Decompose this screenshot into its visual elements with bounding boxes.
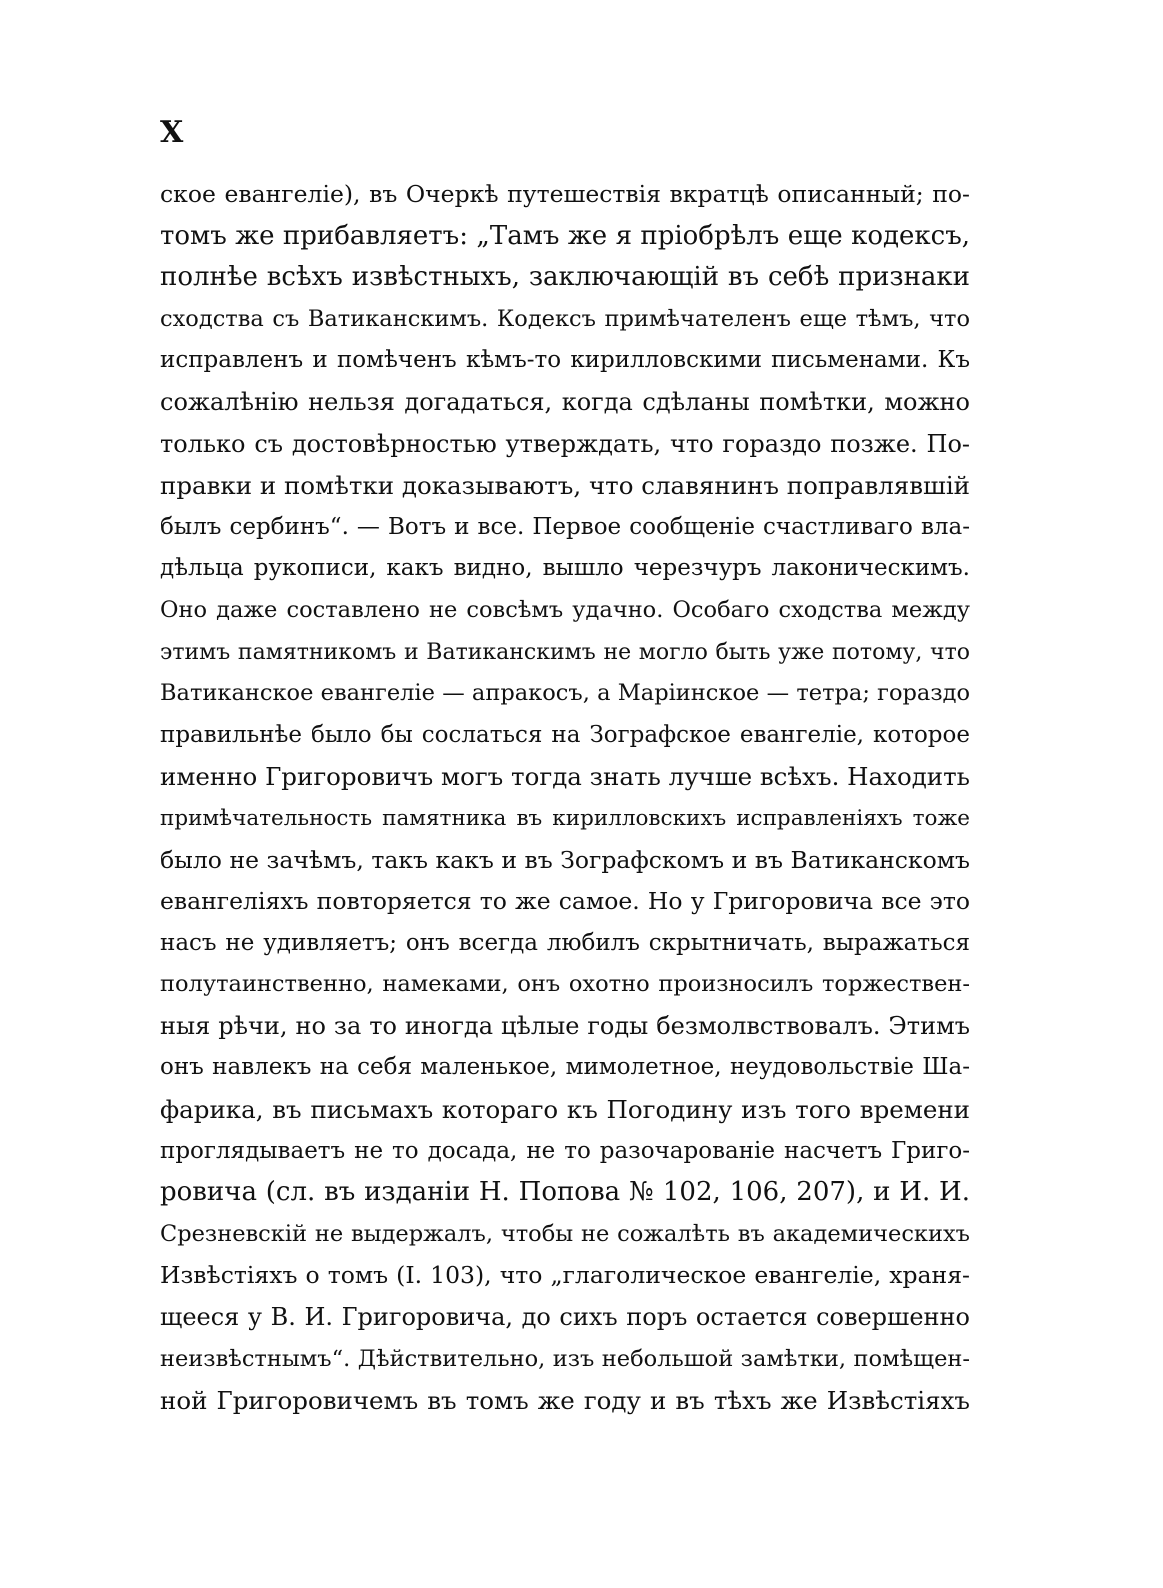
text-line: Оно даже составлено не совсѣмъ удачно. Особаго сходства между (160, 596, 970, 623)
text-line: правки и помѣтки доказываютъ, что славянинъ поправлявшій (160, 471, 970, 501)
page-number: X (160, 115, 184, 150)
text-line: ныя рѣчи, но за то иногда цѣлые годы безмолвствовалъ. Этимъ (160, 1011, 970, 1040)
text-line: неизвѣстнымъ“. Дѣйствительно, изъ небольшой замѣтки, помѣщен- (160, 1345, 970, 1372)
body-text (160, 174, 970, 1422)
text-line: Срезневскій не выдержалъ, чтобы не сожалѣть въ академическихъ (160, 1220, 970, 1247)
text-line: этимъ памятникомъ и Ватиканскимъ не могло быть уже потому, что (160, 639, 970, 665)
text-line: именно Григоровичъ могъ тогда знать лучше всѣхъ. Находить (160, 762, 970, 792)
text-line: насъ не удивляетъ; онъ всегда любилъ скрытничать, выражаться (160, 929, 970, 956)
text-line: полнѣе всѣхъ извѣстныхъ, заключающій въ себѣ признаки (160, 262, 970, 293)
text-line: Извѣстіяхъ о томъ (I. 103), что „глаголическое евангеліе, храня- (160, 1261, 970, 1290)
text-line: былъ сербинъ“. — Вотъ и все. Первое сообщеніе счастливаго вла- (160, 513, 970, 540)
text-line: проглядываетъ не то досада, не то разочарованіе насчетъ Григо- (160, 1137, 970, 1164)
text-line: евангеліяхъ повторяется то же самое. Но у Григоровича все это (160, 887, 970, 916)
text-line: щееся у В. И. Григоровича, до сихъ поръ остается совершенно (160, 1303, 970, 1332)
text-line: было не зачѣмъ, такъ какъ и въ Зографскомъ и въ Ватиканскомъ (160, 845, 970, 874)
text-line: сходства съ Ватиканскимъ. Кодексъ примѣчателенъ еще тѣмъ, что (160, 305, 970, 332)
text-line: только съ достовѣрностью утверждать, что гораздо позже. По- (160, 429, 970, 458)
text-line: сожалѣнію нельзя догадаться, когда сдѣланы помѣтки, можно (160, 387, 970, 416)
text-line: фарика, въ письмахъ котораго къ Погодину изъ того времени (160, 1095, 970, 1125)
text-line: ское евангеліе), въ Очеркѣ путешествія вкратцѣ описанный; по- (160, 180, 970, 208)
text-line: примѣчательность памятника въ кирилловскихъ исправленіяхъ тоже (160, 805, 970, 831)
text-line: ной Григоровичемъ въ томъ же году и въ тѣхъ же Извѣстіяхъ (160, 1386, 970, 1416)
text-line: ровича (сл. въ изданіи Н. Попова № 102, 106, 207), и И. И. (160, 1177, 970, 1208)
text-line: дѣльца рукописи, какъ видно, вышло черезчуръ лаконическимъ. (160, 555, 970, 582)
text-line: томъ же прибавляетъ: „Тамъ же я пріобрѣлъ еще кодексъ, (160, 220, 970, 251)
text-line: полутаинственно, намеками, онъ охотно произносилъ торжествен- (160, 971, 970, 998)
text-line: правильнѣе было бы сослаться на Зографское евангеліе, которое (160, 721, 970, 748)
text-line: онъ навлекъ на себя маленькое, мимолетное, неудовольствіе Ша- (160, 1054, 970, 1081)
text-line: Ватиканское евангеліе — апракосъ, а Маріинское — тетра; гораздо (160, 680, 970, 707)
text-line: исправленъ и помѣченъ кѣмъ-то кирилловскими письменами. Къ (160, 347, 970, 374)
